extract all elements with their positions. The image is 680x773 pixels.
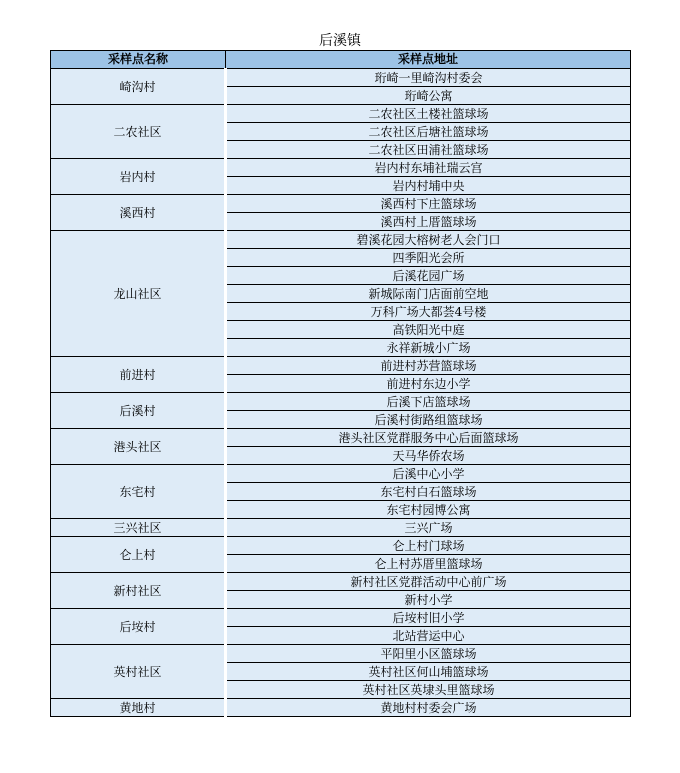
- sampling-point-address: 溪西村下庄篮球场: [226, 195, 631, 213]
- sampling-point-name: 后垵村: [51, 609, 226, 645]
- sampling-points-table: [50, 50, 631, 717]
- table-row: [51, 699, 631, 717]
- sampling-point-address: 东宅村园博公寓: [226, 501, 631, 519]
- table-body: [51, 69, 631, 717]
- sampling-point-name: 二农社区: [51, 105, 226, 159]
- sampling-point-address: 二农社区土楼社篮球场: [226, 105, 631, 123]
- table-row: [51, 537, 631, 555]
- sampling-point-name: 前进村: [51, 357, 226, 393]
- table-row: [51, 231, 631, 249]
- table-row: [51, 357, 631, 375]
- table-row: [51, 573, 631, 591]
- sampling-point-address: 前进村苏营篮球场: [226, 357, 631, 375]
- sampling-point-name: 新村社区: [51, 573, 226, 609]
- sampling-point-address: 仑上村苏厝里篮球场: [226, 555, 631, 573]
- sampling-point-name: 英村社区: [51, 645, 226, 699]
- sampling-point-address: 后溪中心小学: [226, 465, 631, 483]
- table-row: [51, 159, 631, 177]
- sampling-point-address: 港头社区党群服务中心后面篮球场: [226, 429, 631, 447]
- sampling-point-name: 仑上村: [51, 537, 226, 573]
- sampling-point-name: 三兴社区: [51, 519, 226, 537]
- sampling-point-address: 二农社区后塘社篮球场: [226, 123, 631, 141]
- sampling-point-address: 四季阳光会所: [226, 249, 631, 267]
- sampling-point-address: 英村社区英埭头里篮球场: [226, 681, 631, 699]
- sampling-point-address: 岩内村东埔社瑞云宫: [226, 159, 631, 177]
- sampling-point-address: 北站营运中心: [226, 627, 631, 645]
- sampling-point-address: 后垵村旧小学: [226, 609, 631, 627]
- sampling-point-address: 仑上村门球场: [226, 537, 631, 555]
- sampling-point-name: 龙山社区: [51, 231, 226, 357]
- sampling-point-name: 黄地村: [51, 699, 226, 717]
- sampling-point-name: 岩内村: [51, 159, 226, 195]
- document-title: 后溪镇: [319, 33, 361, 49]
- sampling-point-address: 高铁阳光中庭: [226, 321, 631, 339]
- sampling-point-address: 前进村东边小学: [226, 375, 631, 393]
- sampling-point-address: 新城际南门店面前空地: [226, 285, 631, 303]
- sampling-point-address: 新村社区党群活动中心前广场: [226, 573, 631, 591]
- sampling-point-address: 平阳里小区篮球场: [226, 645, 631, 663]
- table-row: [51, 105, 631, 123]
- table-row: [51, 429, 631, 447]
- sampling-point-address: 珩崎公寓: [226, 87, 631, 105]
- sampling-point-address: 溪西村上厝篮球场: [226, 213, 631, 231]
- table-row: [51, 195, 631, 213]
- table-row: [51, 69, 631, 87]
- sampling-point-address: 碧溪花园大榕树老人会门口: [226, 231, 631, 249]
- table-row: [51, 609, 631, 627]
- header-address: 采样点地址: [226, 51, 631, 69]
- sampling-point-address: 后溪花园广场: [226, 267, 631, 285]
- sampling-point-address: 后溪下店篮球场: [226, 393, 631, 411]
- sampling-point-address: 永祥新城小广场: [226, 339, 631, 357]
- sampling-point-name: 崎沟村: [51, 69, 226, 105]
- sampling-point-address: 岩内村埔中央: [226, 177, 631, 195]
- sampling-point-address: 英村社区何山埔篮球场: [226, 663, 631, 681]
- table-row: [51, 645, 631, 663]
- sampling-point-address: 天马华侨农场: [226, 447, 631, 465]
- table-row: [51, 393, 631, 411]
- header-name: 采样点名称: [51, 51, 226, 69]
- sampling-point-address: 三兴广场: [226, 519, 631, 537]
- sampling-point-name: 溪西村: [51, 195, 226, 231]
- sampling-point-address: 万科广场大都荟4号楼: [226, 303, 631, 321]
- sampling-point-address: 新村小学: [226, 591, 631, 609]
- sampling-point-name: 港头社区: [51, 429, 226, 465]
- table-row: [51, 519, 631, 537]
- sampling-point-address: 二农社区田浦社篮球场: [226, 141, 631, 159]
- table-header-row: [51, 51, 631, 69]
- sampling-point-name: 后溪村: [51, 393, 226, 429]
- sampling-point-address: 黄地村村委会广场: [226, 699, 631, 717]
- sampling-point-address: 东宅村白石篮球场: [226, 483, 631, 501]
- sampling-point-address: 珩崎一里崎沟村委会: [226, 69, 631, 87]
- table-row: [51, 465, 631, 483]
- sampling-point-name: 东宅村: [51, 465, 226, 519]
- sampling-point-address: 后溪村街路组篮球场: [226, 411, 631, 429]
